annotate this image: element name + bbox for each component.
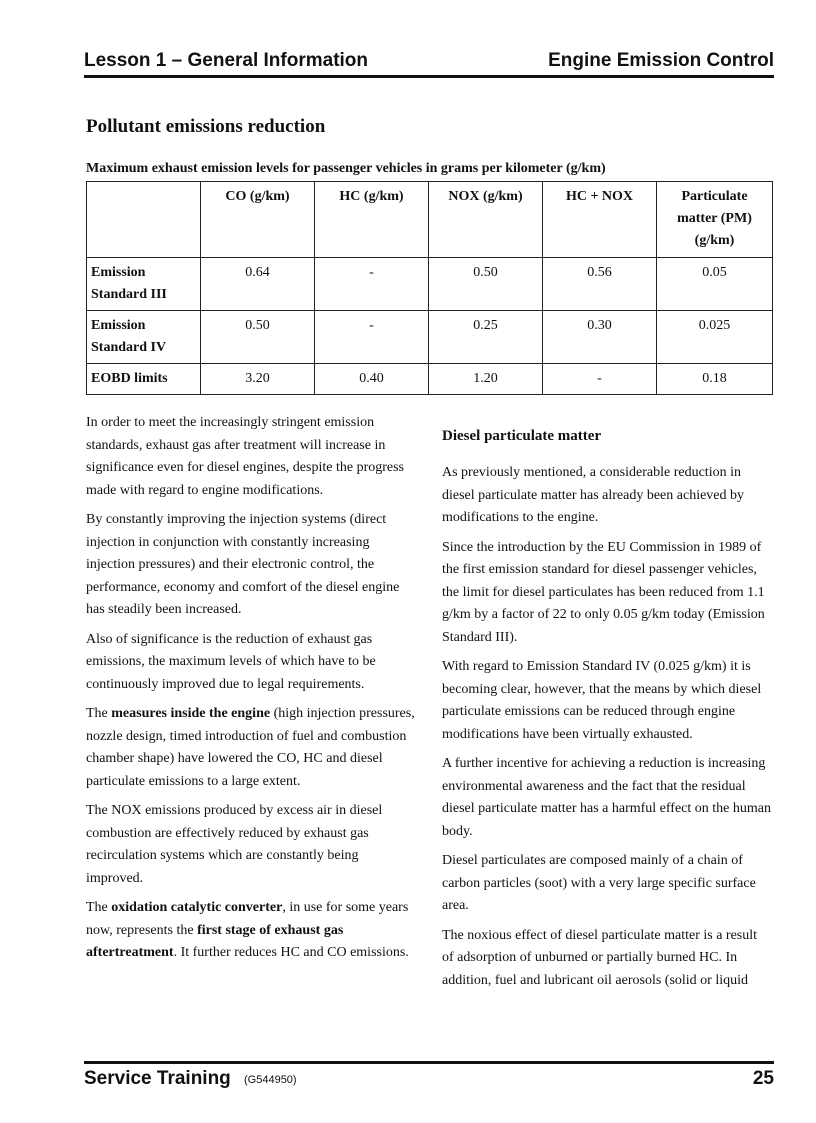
- paragraph: Also of significance is the reduction of exhaust gas emissions, the maximum levels of which have to be continuously improved due to legal requirements.: [86, 631, 376, 692]
- page-header: [84, 48, 774, 74]
- text-run: , in use for some years now, represents the: [86, 900, 409, 938]
- paragraph: A further incentive for achieving a reduction is increasing environmental awareness and the fact that the residual diesel particulate matter has a harmful effect on the human body.: [442, 756, 771, 839]
- page-footer: [84, 1066, 774, 1092]
- table-cell: 0.18: [657, 364, 773, 395]
- row-label: Emission Standard III: [87, 258, 201, 311]
- table-cell: 0.64: [201, 258, 315, 311]
- page-number: 25: [752, 1068, 774, 1089]
- footer-rule: [84, 1061, 774, 1064]
- table-cell: 0.50: [201, 311, 315, 364]
- subsection-heading: Diesel particulate matter: [442, 428, 602, 444]
- emphasis-text: first stage of exhaust gas aftertreatment: [86, 922, 344, 960]
- table-cell: -: [315, 311, 429, 364]
- paragraph: [86, 897, 416, 965]
- document-code: (G544950): [244, 1074, 297, 1086]
- paragraph: By constantly improving the injection systems (direct injection in conjunction with constantly increasing injection pressures) and their electronic control, the performance, economy and comfort of the diesel engine has steadily been increased.: [86, 512, 400, 617]
- paragraph: The NOX emissions produced by excess air in diesel combustion are effectively reduced by exhaust gas recirculation systems which are constantly being improved.: [86, 803, 383, 886]
- table-cell: 0.50: [429, 258, 543, 311]
- paragraph: As previously mentioned, a considerable reduction in diesel particulate matter has already been achieved by modifications to the engine.: [442, 465, 745, 525]
- table-cell: 0.25: [429, 311, 543, 364]
- table-cell: 1.20: [429, 364, 543, 395]
- paragraph: [86, 703, 416, 793]
- table-row: [87, 311, 773, 364]
- emission-levels-table: [86, 181, 773, 395]
- table-caption: Maximum exhaust emission levels for passenger vehicles in grams per kilometer (g/km): [86, 161, 606, 176]
- column-header-hc: HC (g/km): [315, 182, 429, 258]
- column-header-co: CO (g/km): [201, 182, 315, 258]
- column-header-nox: NOX (g/km): [429, 182, 543, 258]
- column-header-blank: [87, 182, 201, 258]
- text-run: The: [86, 706, 112, 721]
- footer-brand: Service Training: [84, 1068, 231, 1089]
- section-title: Pollutant emissions reduction: [86, 116, 326, 137]
- table-cell: -: [315, 258, 429, 311]
- table-cell: 0.40: [315, 364, 429, 395]
- paragraph: The noxious effect of diesel particulate matter is a result of adsorption of unburned or partially burned HC. In addition, fuel and lubricant oil aerosols (solid or liquid: [442, 927, 758, 988]
- table-cell: -: [543, 364, 657, 395]
- row-label: Emission Standard IV: [87, 311, 201, 364]
- table-cell: 0.05: [657, 258, 773, 311]
- chapter-title: Engine Emission Control: [548, 50, 774, 71]
- left-text-column: [86, 412, 416, 972]
- table-cell: 0.30: [543, 311, 657, 364]
- paragraph: Diesel particulates are composed mainly of a chain of carbon particles (soot) with a very large specific surface area.: [442, 853, 756, 913]
- table-row: [87, 258, 773, 311]
- column-header-particulate-matter: Particulate matter (PM) (g/km): [657, 182, 773, 258]
- paragraph: In order to meet the increasingly stringent emission standards, exhaust gas after treatment will increase in significance even for diesel engines, despite the progress made with regard to engine modifications.: [86, 415, 405, 498]
- table-cell: 0.025: [657, 311, 773, 364]
- table-row: [87, 364, 773, 395]
- table-cell: 0.56: [543, 258, 657, 311]
- right-text-column: [442, 424, 772, 999]
- emphasis-text: measures inside the engine: [111, 706, 271, 721]
- lesson-title: Lesson 1 – General Information: [84, 50, 369, 71]
- paragraph: Since the introduction by the EU Commission in 1989 of the first emission standard for diesel passenger vehicles, the limit for diesel particulates has been reduced from 1.1 g/km by a factor of 22 to only 0.05 g/km today (Emission Standard III).: [442, 539, 765, 645]
- text-run: (high injection pressures, nozzle design, timed introduction of fuel and combustion chamber shape) have lowered the CO, HC and diesel particulate emissions to a large extent.: [86, 706, 415, 789]
- emphasis-text: oxidation catalytic converter: [111, 900, 283, 915]
- row-label: EOBD limits: [87, 364, 201, 395]
- table-header-row: [87, 182, 773, 258]
- table-cell: 3.20: [201, 364, 315, 395]
- header-rule: [84, 75, 774, 78]
- text-run: . It further reduces HC and CO emissions.: [173, 945, 409, 960]
- column-header-hc-nox: HC + NOX: [543, 182, 657, 258]
- paragraph: With regard to Emission Standard IV (0.025 g/km) it is becoming clear, however, that the means by which diesel particulate emissions can be reduced through engine modifications have been virtually exhausted.: [442, 659, 762, 742]
- text-run: The: [86, 900, 112, 915]
